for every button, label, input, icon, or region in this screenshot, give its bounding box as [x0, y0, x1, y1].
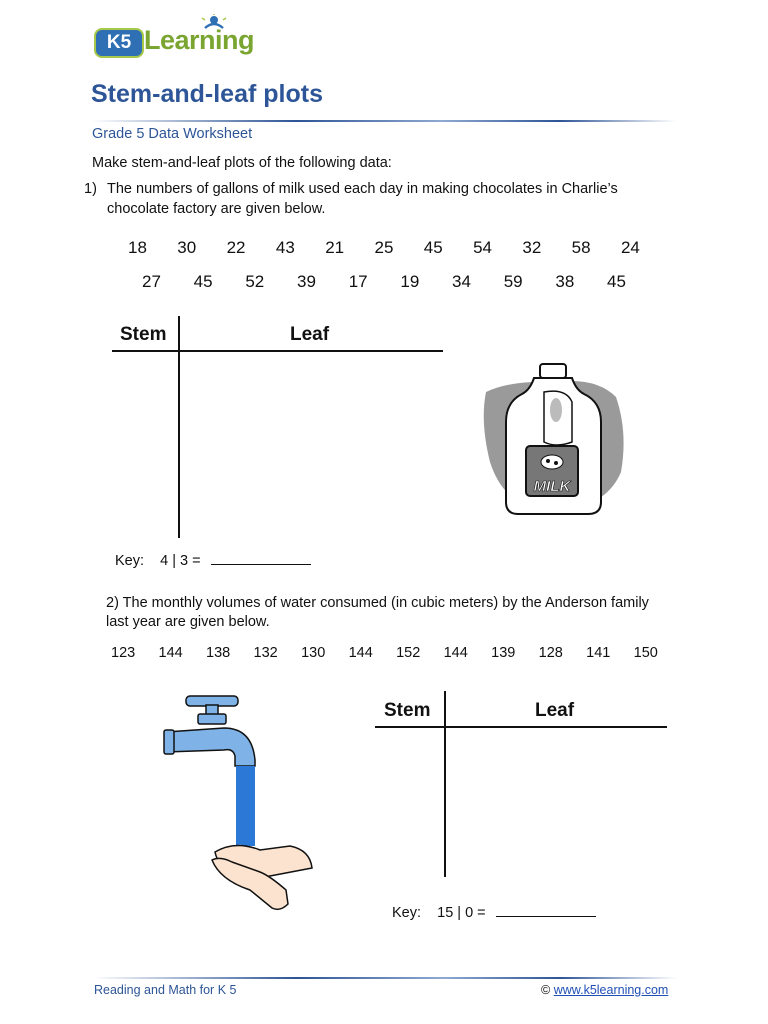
q2-data-row: [111, 645, 658, 661]
logo-figure-icon: [199, 14, 229, 40]
data-value: 58: [571, 238, 591, 257]
q2-key-value: 15 | 0 =: [437, 905, 486, 921]
data-value: 45: [423, 238, 443, 257]
footer-copyright: [541, 983, 668, 997]
data-value: 43: [275, 238, 295, 257]
data-value: 45: [193, 272, 213, 291]
q2-key: [392, 904, 596, 921]
logo-badge: K5: [94, 28, 144, 58]
q1-key-label: Key:: [115, 553, 145, 569]
q2-key-answer-blank[interactable]: [496, 904, 596, 917]
q1-table-divider: [178, 316, 180, 538]
q2-text-line1: 2) The monthly volumes of water consumed (in cubic meters) by the Anderson family: [106, 595, 649, 611]
instruction-text: Make stem-and-leaf plots of the following data:: [92, 155, 392, 171]
data-value: 144: [348, 645, 373, 661]
q2-leaf-header: Leaf: [535, 700, 575, 721]
data-value: 30: [177, 238, 197, 257]
data-value: 34: [452, 272, 471, 291]
data-value: 144: [158, 645, 183, 661]
faucet-hands-icon: [160, 690, 320, 915]
data-value: 144: [443, 645, 468, 661]
milk-label: MILK: [533, 478, 571, 495]
footer-tagline: Reading and Math for K 5: [94, 983, 237, 997]
q1-key-answer-blank[interactable]: [211, 552, 311, 565]
data-value: 25: [374, 238, 394, 257]
data-value: 39: [297, 272, 316, 291]
data-value: 150: [633, 645, 658, 661]
q2-text-line2: last year are given below.: [106, 614, 270, 630]
data-value: 130: [301, 645, 326, 661]
data-value: 18: [128, 238, 147, 257]
q1-text-line1: The numbers of gallons of milk used each day in making chocolates in Charlie’s: [107, 181, 618, 197]
data-value: 59: [503, 272, 523, 291]
q1-stem-header: Stem: [120, 324, 167, 345]
page-title: Stem-and-leaf plots: [91, 80, 323, 108]
q2-stem-header: Stem: [384, 700, 431, 721]
data-value: 54: [473, 238, 492, 257]
data-value: 141: [586, 645, 611, 661]
data-value: 17: [348, 272, 368, 291]
milk-jug-icon: [476, 362, 628, 520]
q1-data-row1: [128, 238, 640, 258]
footer-rule: [92, 977, 677, 979]
data-value: 138: [206, 645, 231, 661]
data-value: 22: [226, 238, 246, 257]
data-value: 123: [111, 645, 136, 661]
q2-key-label: Key:: [392, 905, 422, 921]
q1-key: [115, 552, 311, 569]
q1-data-row2: [142, 272, 626, 292]
data-value: 32: [522, 238, 542, 257]
data-value: 27: [142, 272, 161, 291]
data-value: 38: [555, 272, 575, 291]
data-value: 24: [620, 238, 640, 257]
q1-text-line2: chocolate factory are given below.: [107, 201, 326, 217]
data-value: 45: [607, 272, 626, 291]
copyright-symbol: ©: [541, 983, 551, 997]
q1-number: 1): [84, 181, 97, 197]
data-value: 139: [491, 645, 516, 661]
footer-website-link[interactable]: www.k5learning.com: [553, 983, 669, 997]
data-value: 21: [325, 238, 345, 257]
q2-table-header-line: [375, 726, 667, 728]
data-value: 52: [245, 272, 265, 291]
data-value: 128: [538, 645, 563, 661]
data-value: 132: [253, 645, 278, 661]
data-value: 19: [400, 272, 420, 291]
data-value: 152: [396, 645, 421, 661]
q1-table-header-line: [112, 350, 443, 352]
title-rule: [91, 120, 676, 122]
logo-wordmark: Learning: [144, 25, 255, 55]
q1-leaf-header: Leaf: [290, 324, 330, 345]
page-subtitle: Grade 5 Data Worksheet: [92, 126, 253, 142]
q1-key-value: 4 | 3 =: [160, 553, 201, 569]
q2-table-divider: [444, 691, 446, 877]
